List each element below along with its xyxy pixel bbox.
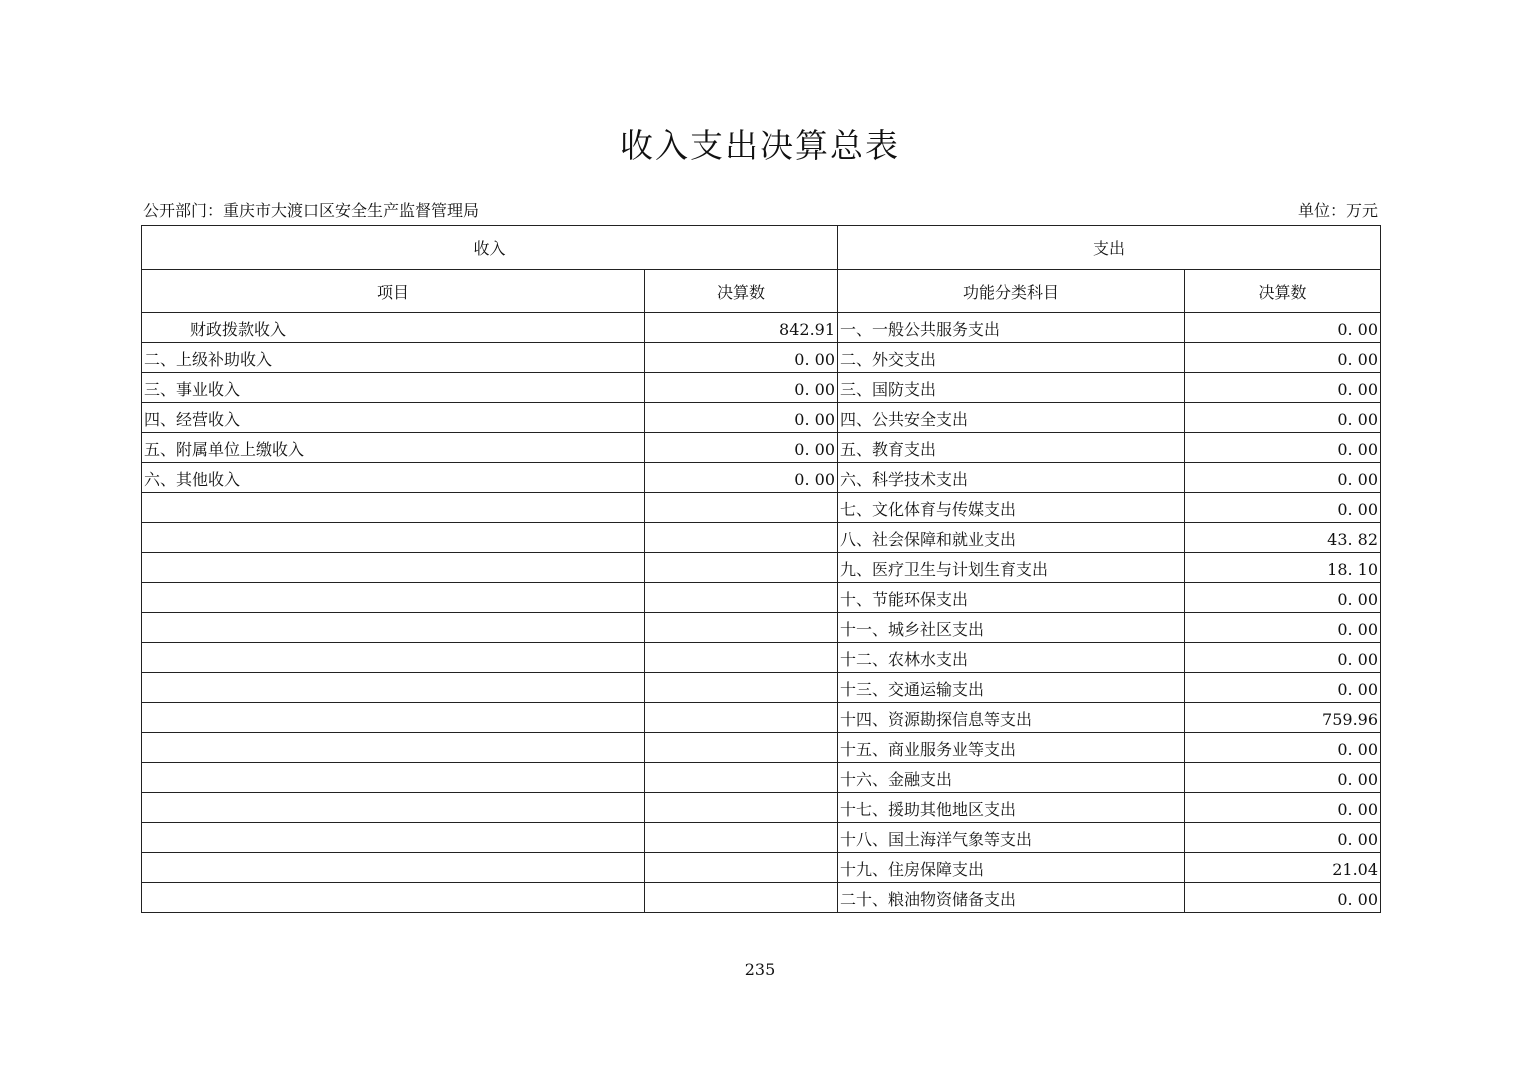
income-item-label: 三、事业收入: [142, 373, 645, 403]
expense-item-label: 十九、住房保障支出: [838, 853, 1185, 883]
expense-item-label: 九、医疗卫生与计划生育支出: [838, 553, 1185, 583]
table-row: [142, 433, 1381, 463]
expense-item-value: 0. 00: [1185, 493, 1381, 523]
expense-item-value: 0. 00: [1185, 403, 1381, 433]
income-item-empty: [142, 493, 645, 523]
income-item-value: 0. 00: [645, 343, 838, 373]
table-row: [142, 583, 1381, 613]
expense-item-value: 0. 00: [1185, 763, 1381, 793]
table-row: [142, 883, 1381, 913]
income-item-empty: [142, 643, 645, 673]
table-row: [142, 703, 1381, 733]
expense-item-value: 0. 00: [1185, 733, 1381, 763]
table-row: [142, 733, 1381, 763]
table-row: [142, 403, 1381, 433]
income-item-label: 四、经营收入: [142, 403, 645, 433]
income-value-empty: [645, 853, 838, 883]
expense-item-label: 十一、城乡社区支出: [838, 613, 1185, 643]
table-row: [142, 613, 1381, 643]
income-value-empty: [645, 583, 838, 613]
income-item-empty: [142, 853, 645, 883]
expense-item-value: 0. 00: [1185, 673, 1381, 703]
expense-item-label: 十六、金融支出: [838, 763, 1185, 793]
department-label: 公开部门：重庆市大渡口区安全生产监督管理局: [143, 201, 480, 220]
page-title: 收入支出决算总表: [620, 126, 900, 165]
income-item-value: 0. 00: [645, 403, 838, 433]
income-value-empty: [645, 643, 838, 673]
expense-item-value: 21.04: [1185, 853, 1381, 883]
income-value-empty: [645, 793, 838, 823]
table-row: [142, 313, 1381, 343]
expense-item-label: 二、外交支出: [838, 343, 1185, 373]
income-header: 收入: [142, 226, 838, 270]
table-row: [142, 793, 1381, 823]
expense-item-label: 十七、援助其他地区支出: [838, 793, 1185, 823]
expense-item-value: 18. 10: [1185, 553, 1381, 583]
table-row: [142, 523, 1381, 553]
income-value-empty: [645, 613, 838, 643]
income-item-label: 五、附属单位上缴收入: [142, 433, 645, 463]
expense-item-label: 十三、交通运输支出: [838, 673, 1185, 703]
income-value-empty: [645, 493, 838, 523]
expense-item-value: 0. 00: [1185, 613, 1381, 643]
income-value-empty: [645, 823, 838, 853]
expense-item-value: 0. 00: [1185, 343, 1381, 373]
income-item-empty: [142, 523, 645, 553]
income-item-empty: [142, 553, 645, 583]
table-row: [142, 553, 1381, 583]
income-item-empty: [142, 733, 645, 763]
income-item-empty: [142, 673, 645, 703]
income-item-empty: [142, 793, 645, 823]
income-value-empty: [645, 673, 838, 703]
expense-item-label: 十二、农林水支出: [838, 643, 1185, 673]
expense-item-label: 五、教育支出: [838, 433, 1185, 463]
table-row: [142, 373, 1381, 403]
expense-item-label: 十四、资源勘探信息等支出: [838, 703, 1185, 733]
expense-item-label: 六、科学技术支出: [838, 463, 1185, 493]
income-item-empty: [142, 703, 645, 733]
expense-item-label: 十八、国土海洋气象等支出: [838, 823, 1185, 853]
table-row: [142, 643, 1381, 673]
expense-header: 支出: [838, 226, 1381, 270]
table-row: [142, 673, 1381, 703]
item-header: 项目: [142, 270, 645, 313]
expense-item-label: 二十、粮油物资储备支出: [838, 883, 1185, 913]
income-item-empty: [142, 583, 645, 613]
income-item-value: 0. 00: [645, 463, 838, 493]
table-row: [142, 463, 1381, 493]
page-number: 235: [744, 960, 776, 979]
expense-item-value: 0. 00: [1185, 313, 1381, 343]
expense-item-value: 0. 00: [1185, 373, 1381, 403]
income-item-empty: [142, 823, 645, 853]
table-row: [142, 493, 1381, 523]
income-item-label: 财政拨款收入: [142, 313, 645, 343]
income-item-empty: [142, 883, 645, 913]
expense-item-label: 十五、商业服务业等支出: [838, 733, 1185, 763]
unit-label: 单位：万元: [1297, 201, 1378, 220]
expense-item-label: 七、文化体育与传媒支出: [838, 493, 1185, 523]
expense-item-value: 0. 00: [1185, 643, 1381, 673]
income-expense-table: [141, 225, 1381, 913]
expense-item-value: 0. 00: [1185, 793, 1381, 823]
table-header-row-2: [142, 270, 1381, 313]
income-item-empty: [142, 763, 645, 793]
income-item-empty: [142, 613, 645, 643]
table-row: [142, 343, 1381, 373]
expense-item-label: 八、社会保障和就业支出: [838, 523, 1185, 553]
income-value-empty: [645, 883, 838, 913]
expense-item-label: 三、国防支出: [838, 373, 1185, 403]
expense-amount-header: 决算数: [1185, 270, 1381, 313]
income-value-empty: [645, 703, 838, 733]
income-item-label: 六、其他收入: [142, 463, 645, 493]
income-value-empty: [645, 553, 838, 583]
category-header: 功能分类科目: [838, 270, 1185, 313]
expense-item-value: 0. 00: [1185, 463, 1381, 493]
expense-item-value: 0. 00: [1185, 883, 1381, 913]
expense-item-value: 43. 82: [1185, 523, 1381, 553]
income-item-value: 0. 00: [645, 433, 838, 463]
table-row: [142, 763, 1381, 793]
table-row: [142, 823, 1381, 853]
income-item-value: 0. 00: [645, 373, 838, 403]
table-row: [142, 853, 1381, 883]
income-amount-header: 决算数: [645, 270, 838, 313]
expense-item-value: 759.96: [1185, 703, 1381, 733]
expense-item-value: 0. 00: [1185, 583, 1381, 613]
income-value-empty: [645, 523, 838, 553]
expense-item-label: 四、公共安全支出: [838, 403, 1185, 433]
income-item-label: 二、上级补助收入: [142, 343, 645, 373]
expense-item-label: 十、节能环保支出: [838, 583, 1185, 613]
expense-item-label: 一、一般公共服务支出: [838, 313, 1185, 343]
income-value-empty: [645, 733, 838, 763]
expense-item-value: 0. 00: [1185, 433, 1381, 463]
income-item-value: 842.91: [645, 313, 838, 343]
table-header-row-1: [142, 226, 1381, 270]
expense-item-value: 0. 00: [1185, 823, 1381, 853]
income-value-empty: [645, 763, 838, 793]
